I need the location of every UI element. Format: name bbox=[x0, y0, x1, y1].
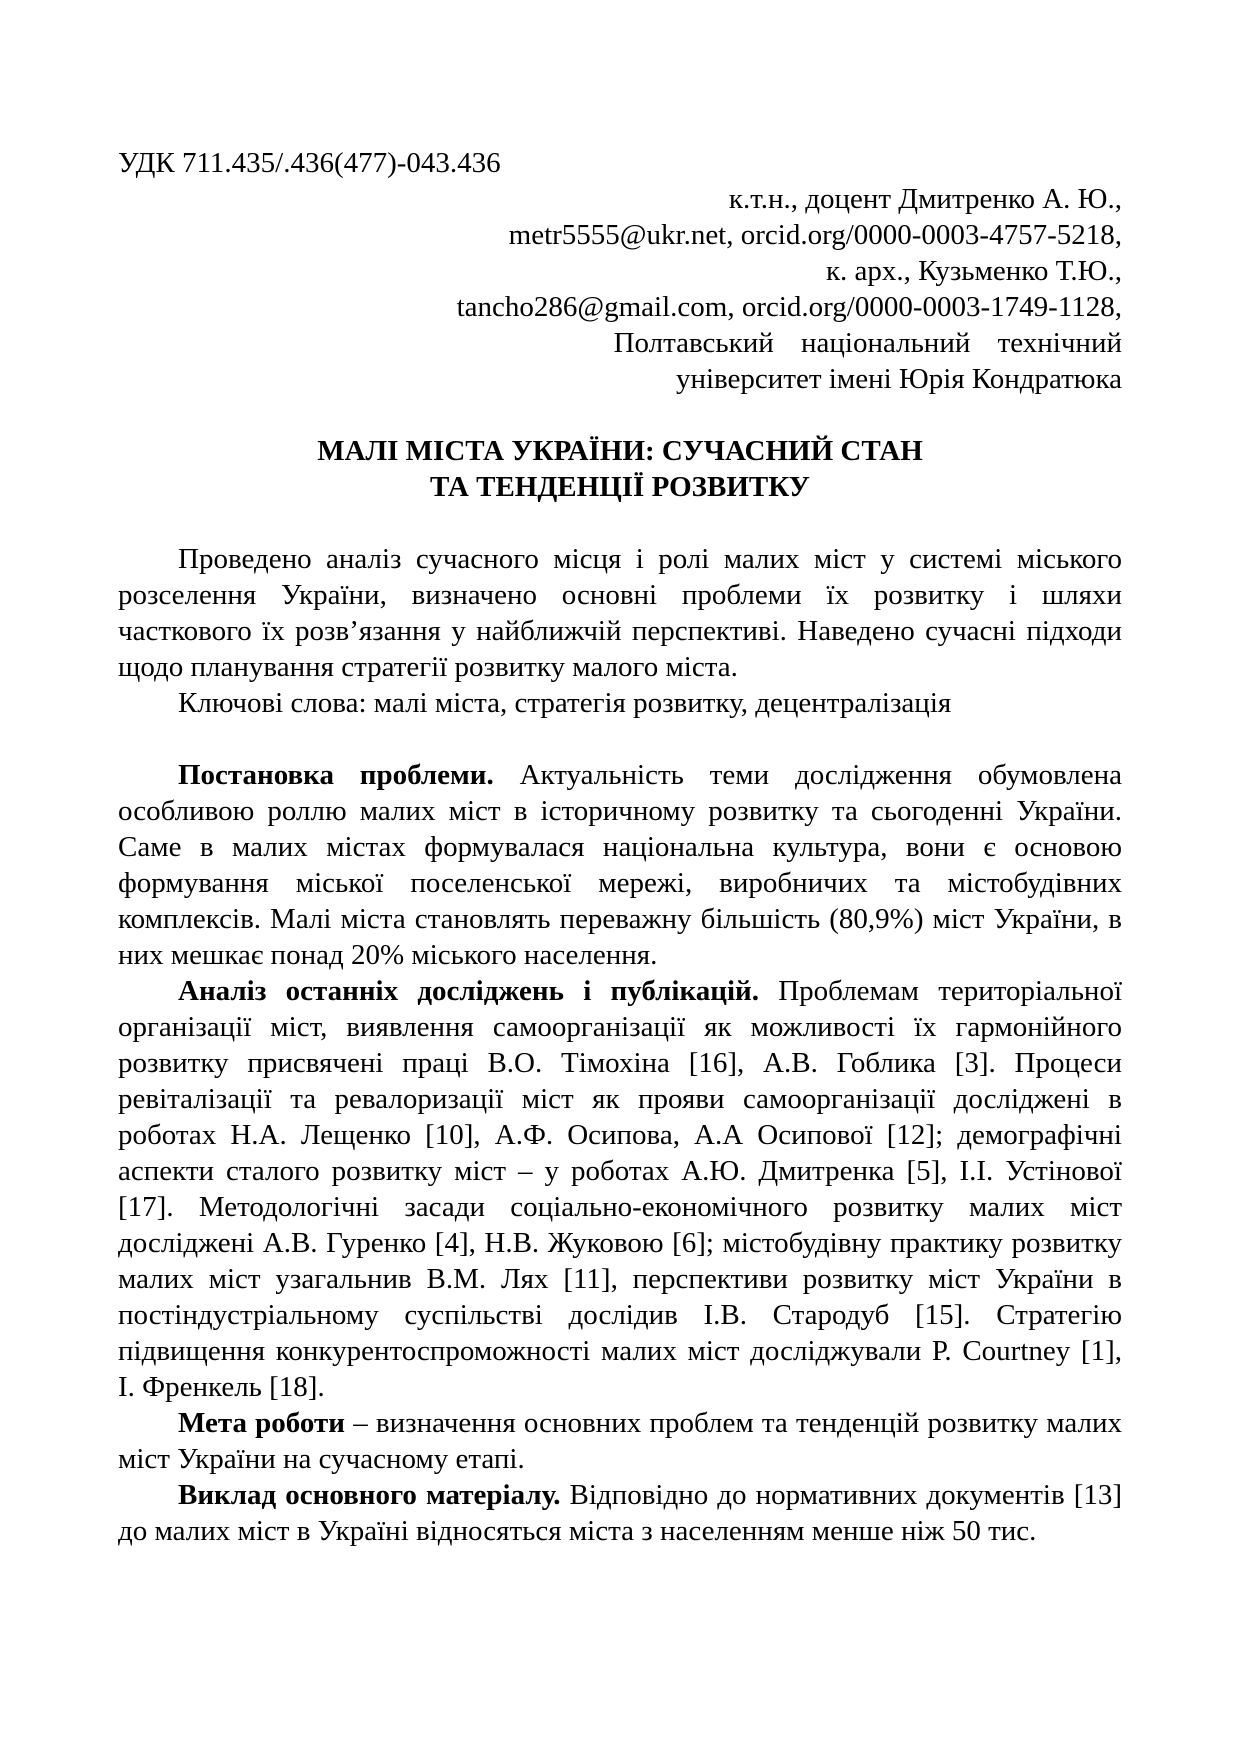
paragraph-goal-lead: Мета роботи bbox=[178, 1407, 345, 1439]
article-title bbox=[118, 433, 1122, 505]
paragraph-literature-review-lead: Аналіз останніх досліджень і публікацій. bbox=[178, 975, 759, 1007]
udc-code: УДК 711.435/.436(477)-043.436 bbox=[118, 147, 501, 179]
paragraph-problem-statement bbox=[118, 757, 1122, 973]
paragraph-problem-statement-lead: Постановка проблеми. bbox=[178, 759, 494, 791]
article-title-line-2: ТА ТЕНДЕНЦІЇ РОЗВИТКУ bbox=[430, 471, 810, 503]
affiliation-line-1: Полтавський національний технічний bbox=[613, 327, 1122, 359]
keywords-line: Ключові слова: малі міста, стратегія розвитку, децентралізація bbox=[178, 687, 952, 719]
paragraph-main-material-text: Відповідно до нормативних документів [13] до малих міст в Україні відносяться міста з населенням менше ніж 50 тис. bbox=[118, 1479, 1123, 1547]
author-degree-1: к.т.н., доцент Дмитренко А. Ю., bbox=[728, 183, 1122, 215]
author-email-orcid-1: metr5555@ukr.net, orcid.org/0000-0003-4757-5218, bbox=[508, 219, 1122, 251]
author-degree-2: к. арх., Кузьменко Т.Ю., bbox=[825, 255, 1122, 287]
paragraph-main-material bbox=[118, 1477, 1122, 1549]
paragraph-goal-text: – визначення основних проблем та тенденцій розвитку малих міст України на сучасному етапі. bbox=[118, 1407, 1123, 1475]
author-block bbox=[118, 181, 1122, 397]
article-title-line-1: МАЛІ МІСТА УКРАЇНИ: СУЧАСНИЙ СТАН bbox=[317, 435, 923, 467]
paragraph-main-material-lead: Виклад основного матеріалу. bbox=[178, 1479, 561, 1511]
abstract-paragraph: Проведено аналіз сучасного місця і ролі малих міст у системі міського розселення України, визначено основні проблеми їх розвитку і шляхи часткового їх розв’язання у найближчій перспективі. Наведено сучасні підходи щодо планування стратегії розвитку малого міста. bbox=[118, 543, 1122, 683]
affiliation-line-2: університет імені Юрія Кондратюка bbox=[675, 363, 1122, 395]
paragraph-goal bbox=[118, 1405, 1122, 1477]
paragraph-literature-review-text: Проблемам територіальної організації міст, виявлення самоорганізації як можливості їх гармонійного розвитку присвячені праці В.О. Тімохіна [16], А.В. Гоблика [3]. Процеси ревіталізації та ревалоризації міст як прояви самоорганізації досліджені в роботах Н.А. Лещенко [10], А.Ф. Осипова, А.А Осипової [12]; демографічні аспекти сталого розвитку міст – у роботах А.Ю. Дмитренка [5], І.І. Устінової [17]. Методологічні засади соціально-економічного розвитку малих міст досліджені А.В. Гуренко [4], Н.В. Жуковою [6]; містобудівну практику розвитку малих міст узагальнив В.М. Лях [11], перспективи розвитку міст України в постіндустріальному суспільстві дослідив І.В. Стародуб [15]. Стратегію підвищення конкурентоспроможності малих міст досліджували Р. Courtney [1], І. Френкель [18]. bbox=[118, 975, 1123, 1403]
paragraph-problem-statement-text: Актуальність теми дослідження обумовлена особливою роллю малих міст в історичному розвитку та сьогоденні України. Саме в малих містах формувалася національна культура, вони є основою формування міської поселенської мережі, виробничих та містобудівних комплексів. Малі міста становлять переважну більшість (80,9%) міст України, в них мешкає понад 20% міського населення. bbox=[118, 759, 1122, 971]
author-email-orcid-2: tancho286@gmail.com, orcid.org/0000-0003-1749-1128, bbox=[456, 291, 1122, 323]
paragraph-literature-review bbox=[118, 973, 1122, 1405]
